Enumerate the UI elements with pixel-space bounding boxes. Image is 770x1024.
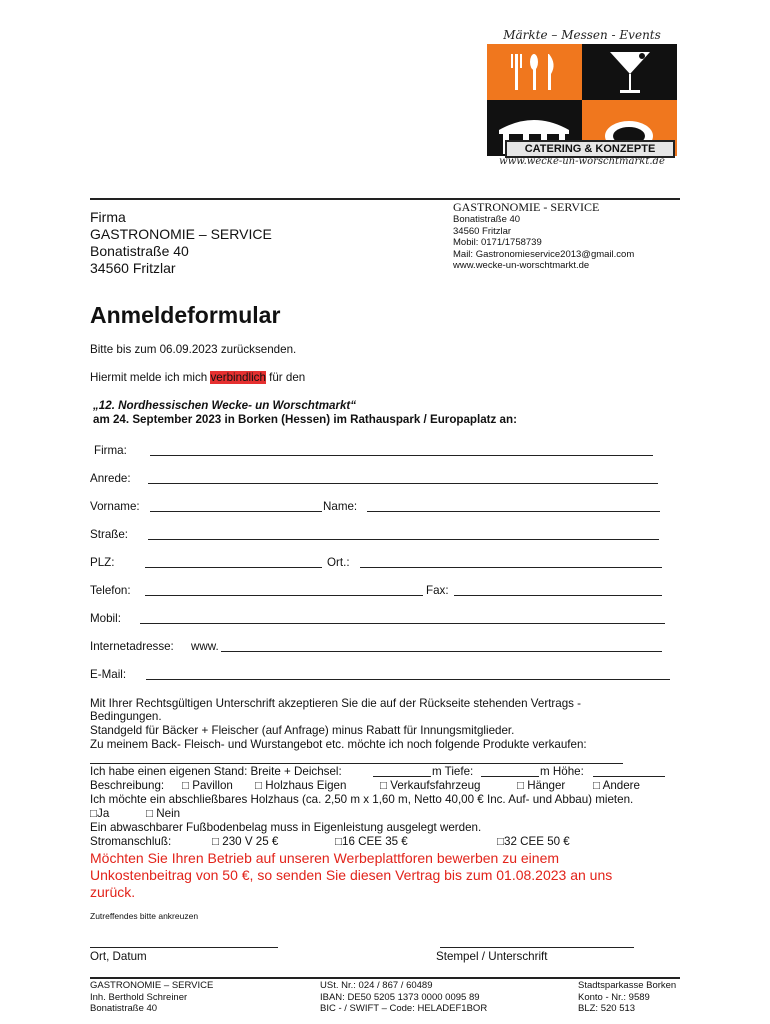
signature-label: Stempel / Unterschrift	[436, 950, 548, 963]
vorname-field[interactable]	[150, 500, 322, 512]
option-label: Andere	[602, 779, 640, 792]
strasse-label: Straße:	[90, 528, 129, 541]
footer-tax	[320, 980, 487, 1015]
anrede-field[interactable]	[148, 472, 658, 484]
checkbox-icon: □	[380, 779, 388, 792]
checkbox-icon: □	[335, 835, 343, 848]
logo-tagline: Märkte – Messen - Events	[503, 28, 661, 42]
internet-row	[90, 640, 670, 654]
intro-text	[90, 371, 305, 384]
promo-line: Unkostenbeitrag von 50 €, so senden Sie diesen Vertrag bis zum 01.08.2023 an uns	[90, 867, 613, 883]
cutlery-icon	[487, 44, 582, 100]
plz-row	[90, 556, 670, 570]
tiefe-field[interactable]	[481, 765, 539, 777]
footer-line: Stadtsparkasse Borken	[578, 980, 677, 991]
option-label: 32 CEE 50 €	[504, 835, 570, 848]
firma-label: Firma:	[94, 444, 127, 457]
sender-address	[90, 209, 272, 277]
breite-field[interactable]	[373, 765, 431, 777]
footer-line: BIC - / SWIFT – Code: HELADEF1BOR	[320, 1003, 488, 1014]
plz-label: PLZ:	[90, 556, 115, 569]
footer-line: USt. Nr.: 024 / 867 / 60489	[320, 980, 433, 991]
option-pavillon[interactable]	[182, 779, 233, 792]
event-title: „12. Nordhessischen Wecke- un Worschtmarkt“	[93, 399, 357, 412]
stand-row	[90, 765, 680, 779]
option-label: 230 V 25 €	[222, 835, 279, 848]
strom-row	[90, 835, 680, 849]
option-label: Hänger	[527, 779, 566, 792]
company-logo	[482, 28, 682, 170]
checkbox-icon: □	[90, 807, 98, 820]
deadline-text: Bitte bis zum 06.09.2023 zurücksenden.	[90, 343, 297, 356]
contact-line: 34560 Fritzlar	[453, 225, 512, 237]
holzhaus-text: Ich möchte ein abschließbares Holzhaus (ca. 2,50 m x 1,60 m, Netto 40,00 € Inc. Auf- und Abbau) mieten.	[90, 793, 634, 806]
mobil-field[interactable]	[140, 612, 665, 624]
option-label: Pavillon	[192, 779, 233, 792]
promo-line: zurück.	[90, 884, 136, 900]
checkbox-icon: □	[497, 835, 505, 848]
tiefe-label: m Tiefe:	[432, 765, 474, 778]
option-label: Verkaufsfahrzeug	[390, 779, 481, 792]
hoehe-label: m Höhe:	[540, 765, 584, 778]
anrede-label: Anrede:	[90, 472, 131, 485]
signature-field[interactable]	[440, 936, 634, 948]
footer-line: Konto - Nr.: 9589	[578, 991, 650, 1003]
sender-line: 34560 Fritzlar	[90, 260, 176, 276]
cocktail-glass-icon	[582, 44, 677, 100]
fax-field[interactable]	[454, 584, 662, 596]
date-field[interactable]	[90, 936, 278, 948]
terms-line: Mit Ihrer Rechtsgültigen Unterschrift akzeptieren Sie die auf der Rückseite stehenden Vertrags -	[90, 697, 582, 710]
option-holzhaus[interactable]	[255, 779, 346, 792]
vorname-label: Vorname:	[90, 500, 140, 513]
ort-label: Ort.:	[327, 556, 350, 569]
boden-text: Ein abwaschbarer Fußbodenbelag muss in Eigenleistung ausgelegt werden.	[90, 821, 482, 834]
strom-label: Stromanschluß:	[90, 835, 172, 848]
name-field[interactable]	[367, 500, 660, 512]
email-row	[90, 668, 672, 682]
email-field[interactable]	[146, 668, 670, 680]
internet-label: Internetadresse:	[90, 640, 174, 653]
option-16cee[interactable]	[335, 835, 408, 848]
checkbox-icon: □	[255, 779, 263, 792]
intro-before: Hiermit melde ich mich	[90, 371, 211, 384]
sender-line: GASTRONOMIE – SERVICE	[90, 226, 272, 242]
checkbox-icon: □	[212, 835, 220, 848]
beschreibung-label: Beschreibung:	[90, 779, 165, 792]
contact-block	[453, 200, 634, 272]
checkbox-icon: □	[146, 807, 154, 820]
contact-line: Mail: Gastronomieservice2013@gmail.com	[453, 248, 635, 260]
intro-after: für den	[265, 371, 306, 384]
footer-line: Bonatistraße 40	[90, 1003, 158, 1014]
date-label: Ort, Datum	[90, 950, 147, 963]
option-verkaufsfahrzeug[interactable]	[380, 779, 480, 792]
strasse-row	[90, 528, 670, 542]
checkbox-icon: □	[517, 779, 525, 792]
ja-nein-row	[90, 807, 290, 821]
option-andere[interactable]	[593, 779, 640, 792]
plz-field[interactable]	[145, 556, 322, 568]
footer-company	[90, 980, 213, 1015]
firma-field[interactable]	[150, 444, 653, 456]
sender-line: Bonatistraße 40	[90, 243, 189, 259]
footer-line: BLZ: 520 513	[578, 1003, 636, 1014]
promo-line: Möchten Sie Ihren Betrieb auf unseren Werbeplattforen bewerben zu einem	[90, 850, 560, 866]
beschreibung-row	[90, 779, 680, 793]
ort-field[interactable]	[360, 556, 662, 568]
email-label: E-Mail:	[90, 668, 127, 681]
option-ja[interactable]	[90, 807, 109, 820]
option-label: Nein	[156, 807, 181, 820]
sender-line: Firma	[90, 209, 126, 225]
hint-text: Zutreffendes bitte ankreuzen	[90, 911, 199, 921]
contact-title: GASTRONOMIE - SERVICE	[453, 200, 600, 214]
footer-line: GASTRONOMIE – SERVICE	[90, 980, 214, 991]
option-label: Ja	[97, 807, 110, 820]
terms-line: Zu meinem Back- Fleisch- und Wurstangebot etc. möchte ich noch folgende Produkte verkaufen:	[90, 738, 587, 751]
telefon-label: Telefon:	[90, 584, 131, 597]
option-haenger[interactable]	[517, 779, 565, 792]
anrede-row	[90, 472, 670, 486]
option-32cee[interactable]	[497, 835, 570, 848]
name-row	[90, 500, 670, 514]
logo-url: www.wecke-un-worschtmarkt.de	[499, 156, 665, 167]
fax-label: Fax:	[426, 584, 449, 597]
hoehe-field[interactable]	[593, 765, 665, 777]
mobil-row	[90, 612, 670, 626]
footer-line: IBAN: DE50 5205 1373 0000 0095 89	[320, 991, 480, 1003]
page-title: Anmeldeformular	[90, 302, 281, 328]
mobil-label: Mobil:	[90, 612, 121, 625]
checkbox-icon: □	[593, 779, 601, 792]
contact-line: Mobil: 0171/1758739	[453, 237, 542, 248]
event-details: am 24. September 2023 in Borken (Hessen) im Rathauspark / Europaplatz an:	[93, 413, 517, 426]
checkbox-icon: □	[182, 779, 190, 792]
option-nein[interactable]	[146, 807, 180, 820]
products-field[interactable]	[90, 752, 623, 764]
option-label: 16 CEE 35 €	[342, 835, 408, 848]
logo-banner: CATERING & KONZEPTE	[505, 140, 675, 158]
option-230v[interactable]	[212, 835, 278, 848]
footer-divider	[90, 977, 680, 979]
intro-highlight: verbindlich	[210, 371, 266, 384]
telefon-row	[90, 584, 670, 598]
terms-line: Standgeld für Bäcker + Fleischer (auf Anfrage) minus Rabatt für Innungsmitglieder.	[90, 724, 515, 737]
firma-row	[90, 444, 670, 458]
name-label: Name:	[323, 500, 358, 513]
footer-line: Inh. Berthold Schreiner	[90, 991, 188, 1003]
logo-graphic	[487, 44, 677, 156]
telefon-field[interactable]	[145, 584, 423, 596]
contact-line: Bonatistraße 40	[453, 214, 521, 225]
internet-prefix: www.	[191, 640, 219, 653]
strasse-field[interactable]	[148, 528, 659, 540]
footer-bank	[578, 980, 676, 1015]
internet-field[interactable]	[221, 640, 662, 652]
stand-label: Ich habe einen eigenen Stand: Breite + Deichsel:	[90, 765, 342, 778]
option-label: Holzhaus Eigen	[265, 779, 347, 792]
terms-line: Bedingungen.	[90, 710, 162, 723]
contact-line: www.wecke-un-worschtmarkt.de	[453, 260, 590, 271]
